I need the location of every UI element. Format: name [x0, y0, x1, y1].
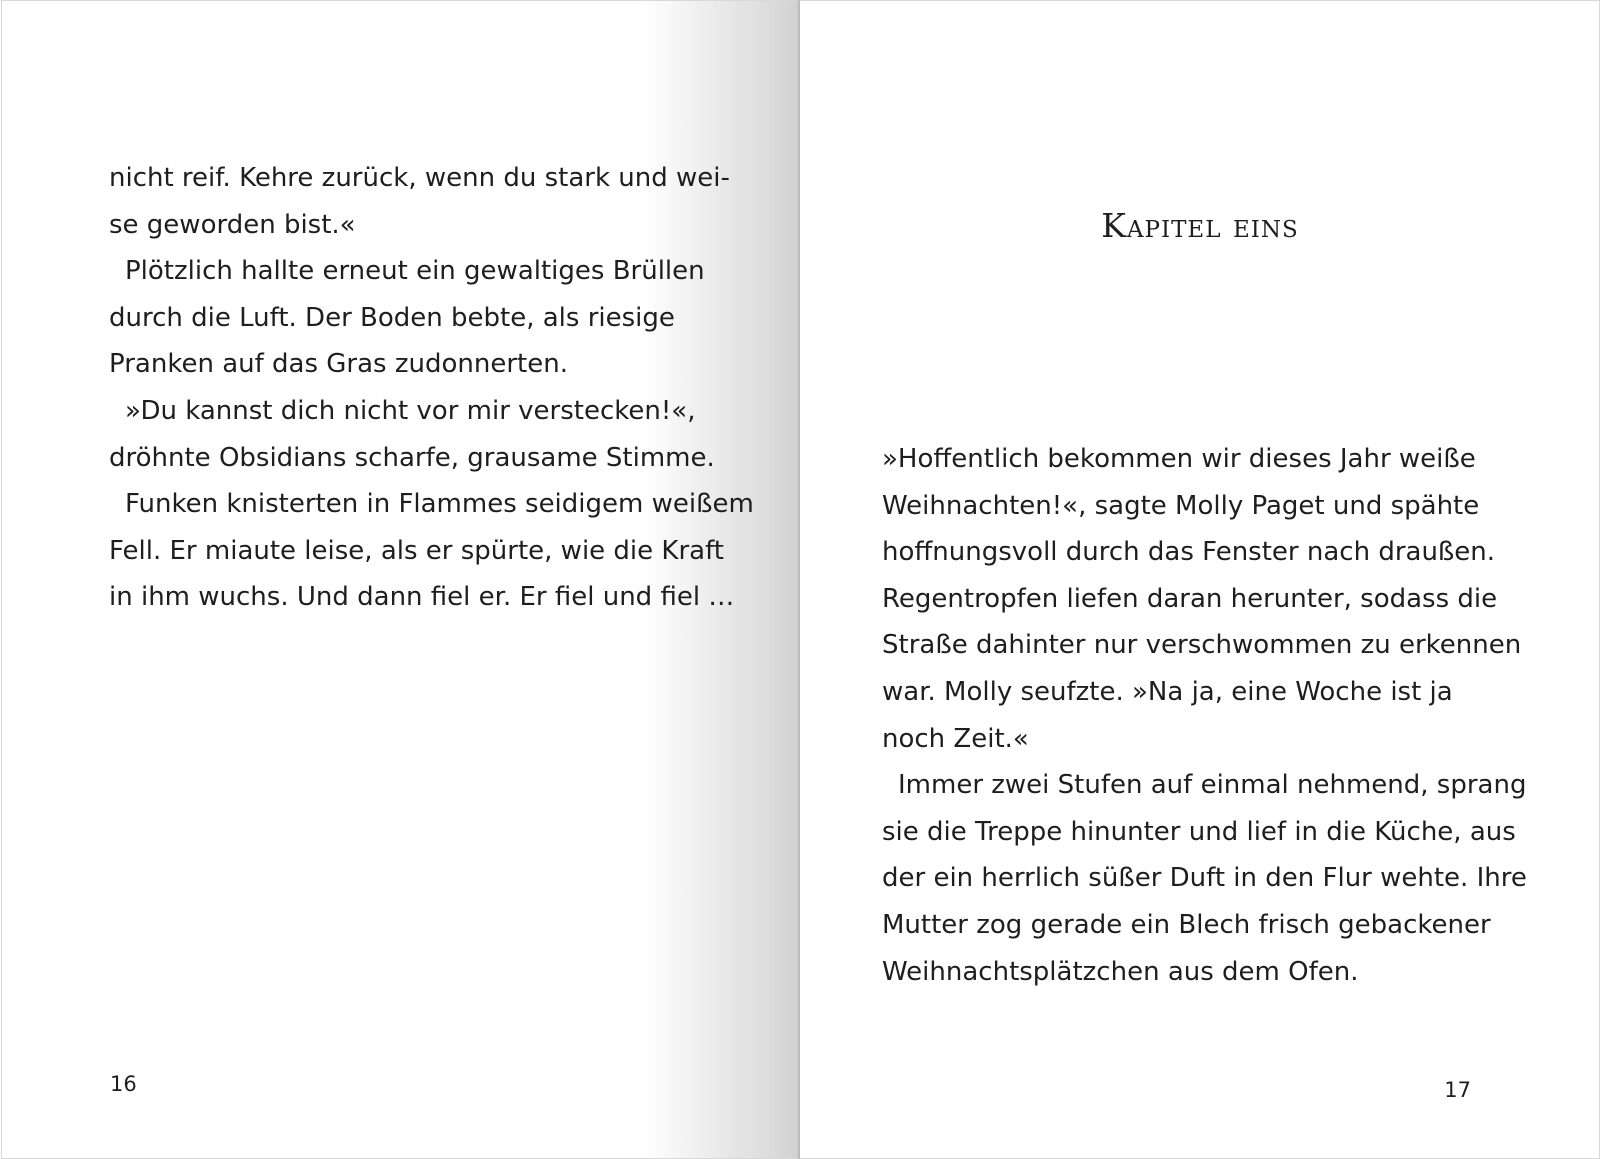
text-line: Plötzlich hallte erneut ein gewaltiges Brüllen	[125, 256, 705, 287]
text-line: in ihm wuchs. Und dann fiel er. Er fiel und fiel …	[109, 582, 735, 613]
chapter-title: Kapitel eins	[1101, 206, 1299, 245]
text-line: Pranken auf das Gras zudonnerten.	[109, 349, 568, 380]
text-line: se geworden bist.«	[109, 209, 356, 240]
text-line: »Du kannst dich nicht vor mir verstecken!«,	[125, 395, 696, 426]
text-line: Weihnachten!«, sagte Molly Paget und spähte	[882, 490, 1480, 521]
text-line: »Hoffentlich bekommen wir dieses Jahr weiße	[882, 444, 1476, 474]
text-line: nicht reif. Kehre zurück, wenn du stark und wei-	[109, 163, 730, 193]
left-page	[1, 0, 799, 1159]
text-line: Mutter zog gerade ein Blech frisch gebackener	[882, 909, 1491, 940]
page-number-left: 16	[110, 1072, 137, 1096]
text-line: hoffnungsvoll durch das Fenster nach draußen.	[882, 537, 1496, 568]
text-line: Weihnachtsplätzchen aus dem Ofen.	[882, 956, 1359, 987]
text-line: war. Molly seufzte. »Na ja, eine Woche ist ja	[882, 676, 1453, 707]
right-page-text	[882, 436, 1527, 995]
left-page-text	[109, 155, 754, 621]
text-line: Straße dahinter nur verschwommen zu erkennen	[882, 630, 1522, 661]
text-line: der ein herrlich süßer Duft in den Flur wehte. Ihre	[882, 863, 1527, 894]
page-number-right: 17	[1444, 1078, 1471, 1102]
text-line: Immer zwei Stufen auf einmal nehmend, sprang	[898, 770, 1527, 801]
text-line: durch die Luft. Der Boden bebte, als riesige	[109, 302, 675, 333]
right-page	[800, 0, 1600, 1159]
text-line: noch Zeit.«	[882, 723, 1029, 754]
text-line: Funken knisterten in Flammes seidigem weißem	[125, 489, 754, 520]
text-line: Fell. Er miaute leise, als er spürte, wie die Kraft	[109, 535, 724, 566]
text-line: sie die Treppe hinunter und lief in die Küche, aus	[882, 816, 1516, 847]
text-line: dröhnte Obsidians scharfe, grausame Stimme.	[109, 442, 715, 473]
text-line: Regentropfen liefen daran herunter, sodass die	[882, 583, 1498, 614]
